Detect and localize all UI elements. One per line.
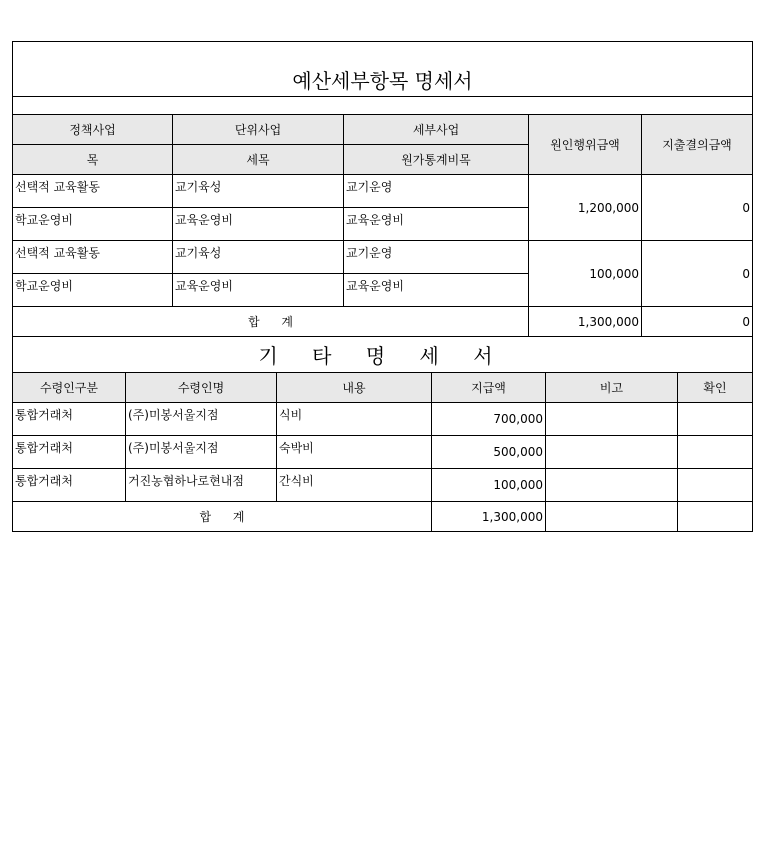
- mok-cell: 학교운영비: [13, 208, 173, 241]
- header-recipient-type: 수령인구분: [13, 373, 126, 403]
- header-cost-stat: 원가통계비목: [344, 145, 529, 175]
- content-cell: 식비: [277, 403, 432, 436]
- header-content: 내용: [277, 373, 432, 403]
- other-title: 기 타 명 세 서: [13, 337, 753, 373]
- recipient-name-cell: (주)미봉서울지점: [126, 436, 277, 469]
- total-expenditure-amount: 0: [642, 307, 753, 337]
- policy-project-cell: 선택적 교육활동: [13, 175, 173, 208]
- budget-detail-table: [12, 41, 753, 337]
- note-cell: [546, 436, 678, 469]
- content-cell: 간식비: [277, 469, 432, 502]
- cost-stat-cell: 교육운영비: [344, 208, 529, 241]
- note-cell: [546, 403, 678, 436]
- recipient-type-cell: 통합거래처: [13, 436, 126, 469]
- confirm-cell: [678, 436, 753, 469]
- budget-title: 예산세부항목 명세서: [13, 42, 753, 97]
- content-cell: 숙박비: [277, 436, 432, 469]
- table-row: [13, 469, 753, 502]
- header-policy-project: 정책사업: [13, 115, 173, 145]
- amount-cell: 500,000: [432, 436, 546, 469]
- amount-cell: 100,000: [432, 469, 546, 502]
- table-row: [13, 241, 753, 274]
- header-unit-project: 단위사업: [173, 115, 344, 145]
- policy-project-cell: 선택적 교육활동: [13, 241, 173, 274]
- cause-amount-cell: 1,200,000: [529, 175, 642, 241]
- header-mok: 목: [13, 145, 173, 175]
- confirm-cell: [678, 403, 753, 436]
- total-label: 합 계: [13, 502, 432, 532]
- recipient-name-cell: 거진농협하나로현내점: [126, 469, 277, 502]
- cause-amount-cell: 100,000: [529, 241, 642, 307]
- confirm-cell: [678, 469, 753, 502]
- header-expenditure-amount: 지출결의금액: [642, 115, 753, 175]
- header-note: 비고: [546, 373, 678, 403]
- amount-cell: 700,000: [432, 403, 546, 436]
- recipient-type-cell: 통합거래처: [13, 469, 126, 502]
- semok-cell: 교육운영비: [173, 274, 344, 307]
- header-detail-project: 세부사업: [344, 115, 529, 145]
- expenditure-amount-cell: 0: [642, 241, 753, 307]
- total-label: 합 계: [13, 307, 529, 337]
- other-detail-table: [12, 336, 753, 532]
- total-note-cell: [546, 502, 678, 532]
- detail-project-cell: 교기운영: [344, 241, 529, 274]
- unit-project-cell: 교기육성: [173, 175, 344, 208]
- recipient-name-cell: (주)미봉서울지점: [126, 403, 277, 436]
- header-cause-amount: 원인행위금액: [529, 115, 642, 175]
- header-amount: 지급액: [432, 373, 546, 403]
- expenditure-amount-cell: 0: [642, 175, 753, 241]
- mok-cell: 학교운영비: [13, 274, 173, 307]
- detail-project-cell: 교기운영: [344, 175, 529, 208]
- note-cell: [546, 469, 678, 502]
- table-row: [13, 403, 753, 436]
- total-confirm-cell: [678, 502, 753, 532]
- cost-stat-cell: 교육운영비: [344, 274, 529, 307]
- table-row: [13, 436, 753, 469]
- total-row: [13, 502, 753, 532]
- total-cause-amount: 1,300,000: [529, 307, 642, 337]
- blank-row: [13, 97, 753, 115]
- total-row: [13, 307, 753, 337]
- semok-cell: 교육운영비: [173, 208, 344, 241]
- header-semok: 세목: [173, 145, 344, 175]
- table-row: [13, 175, 753, 208]
- unit-project-cell: 교기육성: [173, 241, 344, 274]
- statement-sheet: [12, 41, 752, 532]
- total-amount: 1,300,000: [432, 502, 546, 532]
- header-confirm: 확인: [678, 373, 753, 403]
- recipient-type-cell: 통합거래처: [13, 403, 126, 436]
- header-recipient-name: 수령인명: [126, 373, 277, 403]
